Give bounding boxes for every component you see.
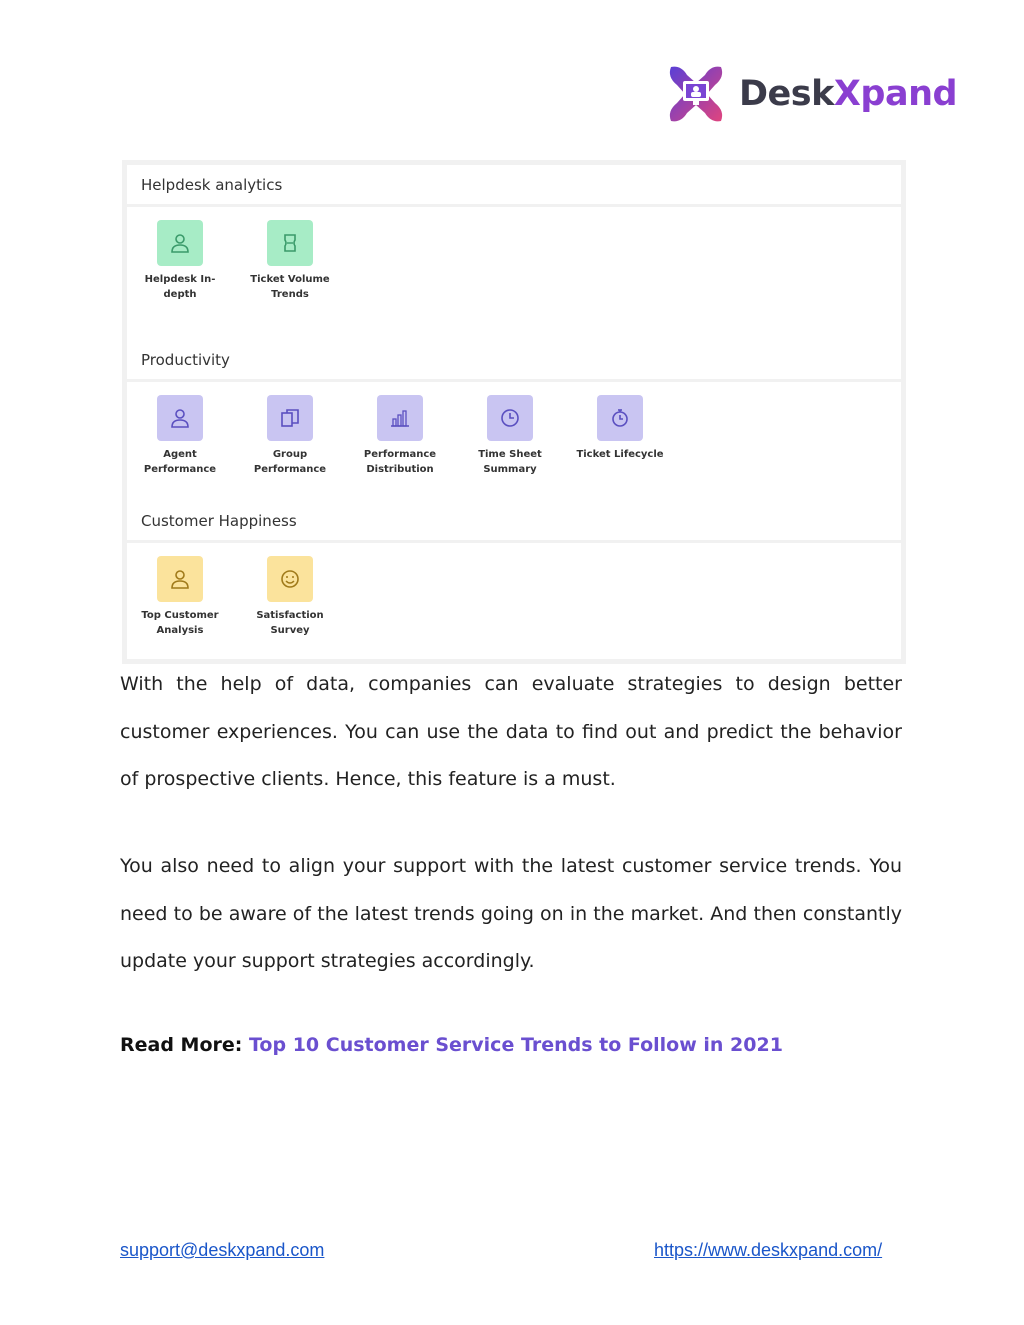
- website-link[interactable]: https://www.deskxpand.com/: [654, 1240, 883, 1260]
- tile-label: Helpdesk In-depth: [144, 274, 216, 300]
- logo-wordmark: [739, 74, 957, 114]
- stopwatch-icon: [597, 395, 643, 441]
- tile-top-customer-analysis[interactable]: [135, 556, 225, 638]
- tile-label: Time Sheet Summary: [478, 449, 542, 475]
- logo-text-desk: Desk: [739, 74, 834, 114]
- read-more-link[interactable]: Top 10 Customer Service Trends to Follow in 2021: [249, 1034, 783, 1056]
- tile-label: Performance Distribution: [363, 449, 437, 475]
- tile-performance-distribution[interactable]: [355, 395, 445, 477]
- tile-helpdesk-in-depth[interactable]: [135, 220, 225, 302]
- section-title-helpdesk-analytics: Helpdesk analytics: [141, 176, 283, 194]
- tile-satisfaction-survey[interactable]: [245, 556, 335, 638]
- support-email-link[interactable]: support@deskxpand.com: [120, 1240, 325, 1260]
- tile-label: Ticket Lifecycle: [576, 449, 664, 460]
- deskxpand-logo-icon: [663, 61, 729, 127]
- bar-chart-icon: [377, 395, 423, 441]
- body-paragraph-1: With the help of data, companies can evaluate strategies to design better customer experiences. You can use the data to find out and predict the behavior of prospective clients. Hence, this feature is a must.: [120, 673, 902, 790]
- user-icon: [157, 556, 203, 602]
- logo-text-xpand: Xpand: [833, 74, 958, 114]
- user-icon: [157, 395, 203, 441]
- tile-label: Satisfaction Survey: [256, 610, 324, 636]
- read-more-label: Read More:: [120, 1034, 243, 1056]
- section-divider: [127, 379, 901, 382]
- body-paragraph-2: You also need to align your support with the latest customer service trends. You need to be aware of the latest trends going on in the market. And then constantly update your support strategies accordingly.: [120, 855, 902, 972]
- tile-label: Top Customer Analysis: [141, 610, 219, 636]
- read-more: [120, 1034, 783, 1056]
- tile-agent-performance[interactable]: [135, 395, 225, 477]
- tile-label: Ticket Volume Trends: [250, 274, 330, 300]
- tile-label: Agent Performance: [143, 449, 217, 475]
- section-title-customer-happiness: Customer Happiness: [141, 512, 297, 530]
- tile-time-sheet-summary[interactable]: [465, 395, 555, 477]
- documents-icon: [267, 395, 313, 441]
- section-title-productivity: Productivity: [141, 351, 230, 369]
- tile-ticket-lifecycle[interactable]: [575, 395, 665, 462]
- ticket-icon: [267, 220, 313, 266]
- brand-logo: [663, 60, 957, 128]
- tile-group-performance[interactable]: [245, 395, 335, 477]
- section-divider: [127, 204, 901, 207]
- analytics-dashboard-screenshot: [122, 160, 906, 664]
- tile-label: Group Performance: [253, 449, 327, 475]
- clock-icon: [487, 395, 533, 441]
- smiley-icon: [267, 556, 313, 602]
- user-icon: [157, 220, 203, 266]
- section-divider: [127, 540, 901, 543]
- tile-ticket-volume-trends[interactable]: [245, 220, 335, 302]
